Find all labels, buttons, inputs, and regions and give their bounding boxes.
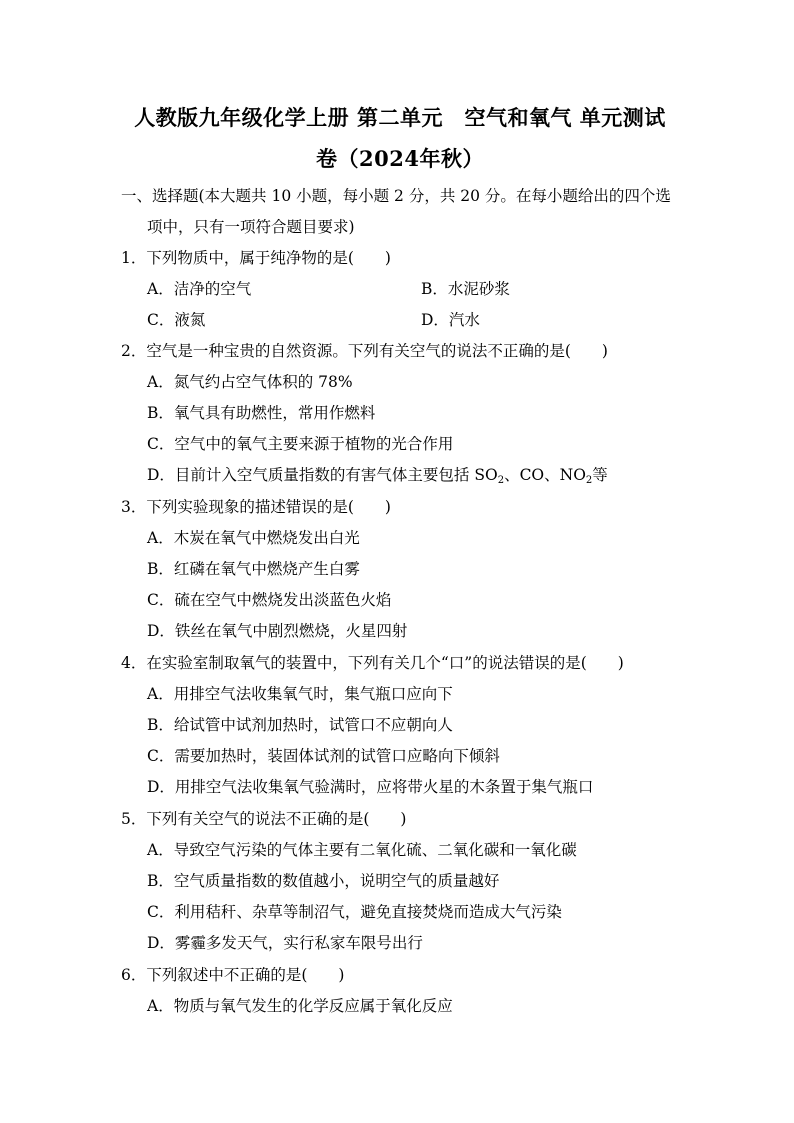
question-3-stem: 3．下列实验现象的描述错误的是( ) <box>121 498 391 516</box>
question-4-option-c: C．需要加热时，装固体试剂的试管口应略向下倾斜 <box>147 747 500 765</box>
question-5-option-c: C．利用秸秆、杂草等制沼气，避免直接焚烧而造成大气污染 <box>147 903 562 921</box>
subscript-2: 2 <box>497 475 505 486</box>
question-2-stem: 2．空气是一种宝贵的自然资源。下列有关空气的说法不正确的是( ) <box>121 342 608 360</box>
question-1-option-b: B．水泥砂浆 <box>421 280 510 298</box>
option-d-text-suffix: 等 <box>592 466 608 484</box>
question-5-option-d: D．雾霾多发天气，实行私家车限号出行 <box>147 934 423 952</box>
option-d-text-prefix: D．目前计入空气质量指数的有害气体主要包括 SO <box>147 466 498 484</box>
question-2-option-d <box>147 464 608 486</box>
section-instructions-line2: 项中，只有一项符合题目要求) <box>147 218 355 236</box>
question-4-option-b: B．给试管中试剂加热时，试管口不应朝向人 <box>147 716 453 734</box>
question-4-option-d: D．用排空气法收集氧气验满时，应将带火星的木条置于集气瓶口 <box>147 778 594 796</box>
section-instructions-line1: 一、选择题(本大题共 10 小题，每小题 2 分，共 20 分。在每小题给出的四个选 <box>121 187 671 205</box>
question-3-option-a: A．木炭在氧气中燃烧发出白光 <box>147 529 360 547</box>
question-1-option-c: C．液氮 <box>147 311 206 329</box>
exam-title-line1: 人教版九年级化学上册 第二单元 空气和氧气 单元测试 <box>134 105 666 130</box>
question-4-option-a: A．用排空气法收集氧气时，集气瓶口应向下 <box>147 685 453 703</box>
question-5-option-a: A．导致空气污染的气体主要有二氧化硫、二氧化碳和一氧化碳 <box>147 841 577 859</box>
question-3-option-b: B．红磷在氧气中燃烧产生白雾 <box>147 560 360 578</box>
question-3-option-d: D．铁丝在氧气中剧烈燃烧，火星四射 <box>147 622 408 640</box>
question-1-option-d: D．汽水 <box>421 311 480 329</box>
question-6-option-a: A．物质与氧气发生的化学反应属于氧化反应 <box>147 997 453 1015</box>
question-2-option-a: A．氮气约占空气体积的 78% <box>147 373 353 391</box>
subscript-2: 2 <box>585 475 593 486</box>
question-1-option-a: A．洁净的空气 <box>147 280 252 298</box>
exam-title-line2: 卷（2024年秋） <box>316 146 484 171</box>
question-1-stem: 1．下列物质中，属于纯净物的是( ) <box>121 249 391 267</box>
question-2-option-c: C．空气中的氧气主要来源于植物的光合作用 <box>147 435 454 453</box>
question-6-stem: 6．下列叙述中不正确的是( ) <box>121 966 345 984</box>
question-2-option-b: B．氧气具有助燃性，常用作燃料 <box>147 404 376 422</box>
question-4-stem: 4．在实验室制取氧气的装置中，下列有关几个“口”的说法错误的是( ) <box>121 654 624 672</box>
option-d-text-middle: 、CO、NO <box>504 466 586 484</box>
question-5-stem: 5．下列有关空气的说法不正确的是( ) <box>121 810 407 828</box>
question-3-option-c: C．硫在空气中燃烧发出淡蓝色火焰 <box>147 591 392 609</box>
question-5-option-b: B．空气质量指数的数值越小，说明空气的质量越好 <box>147 872 500 890</box>
